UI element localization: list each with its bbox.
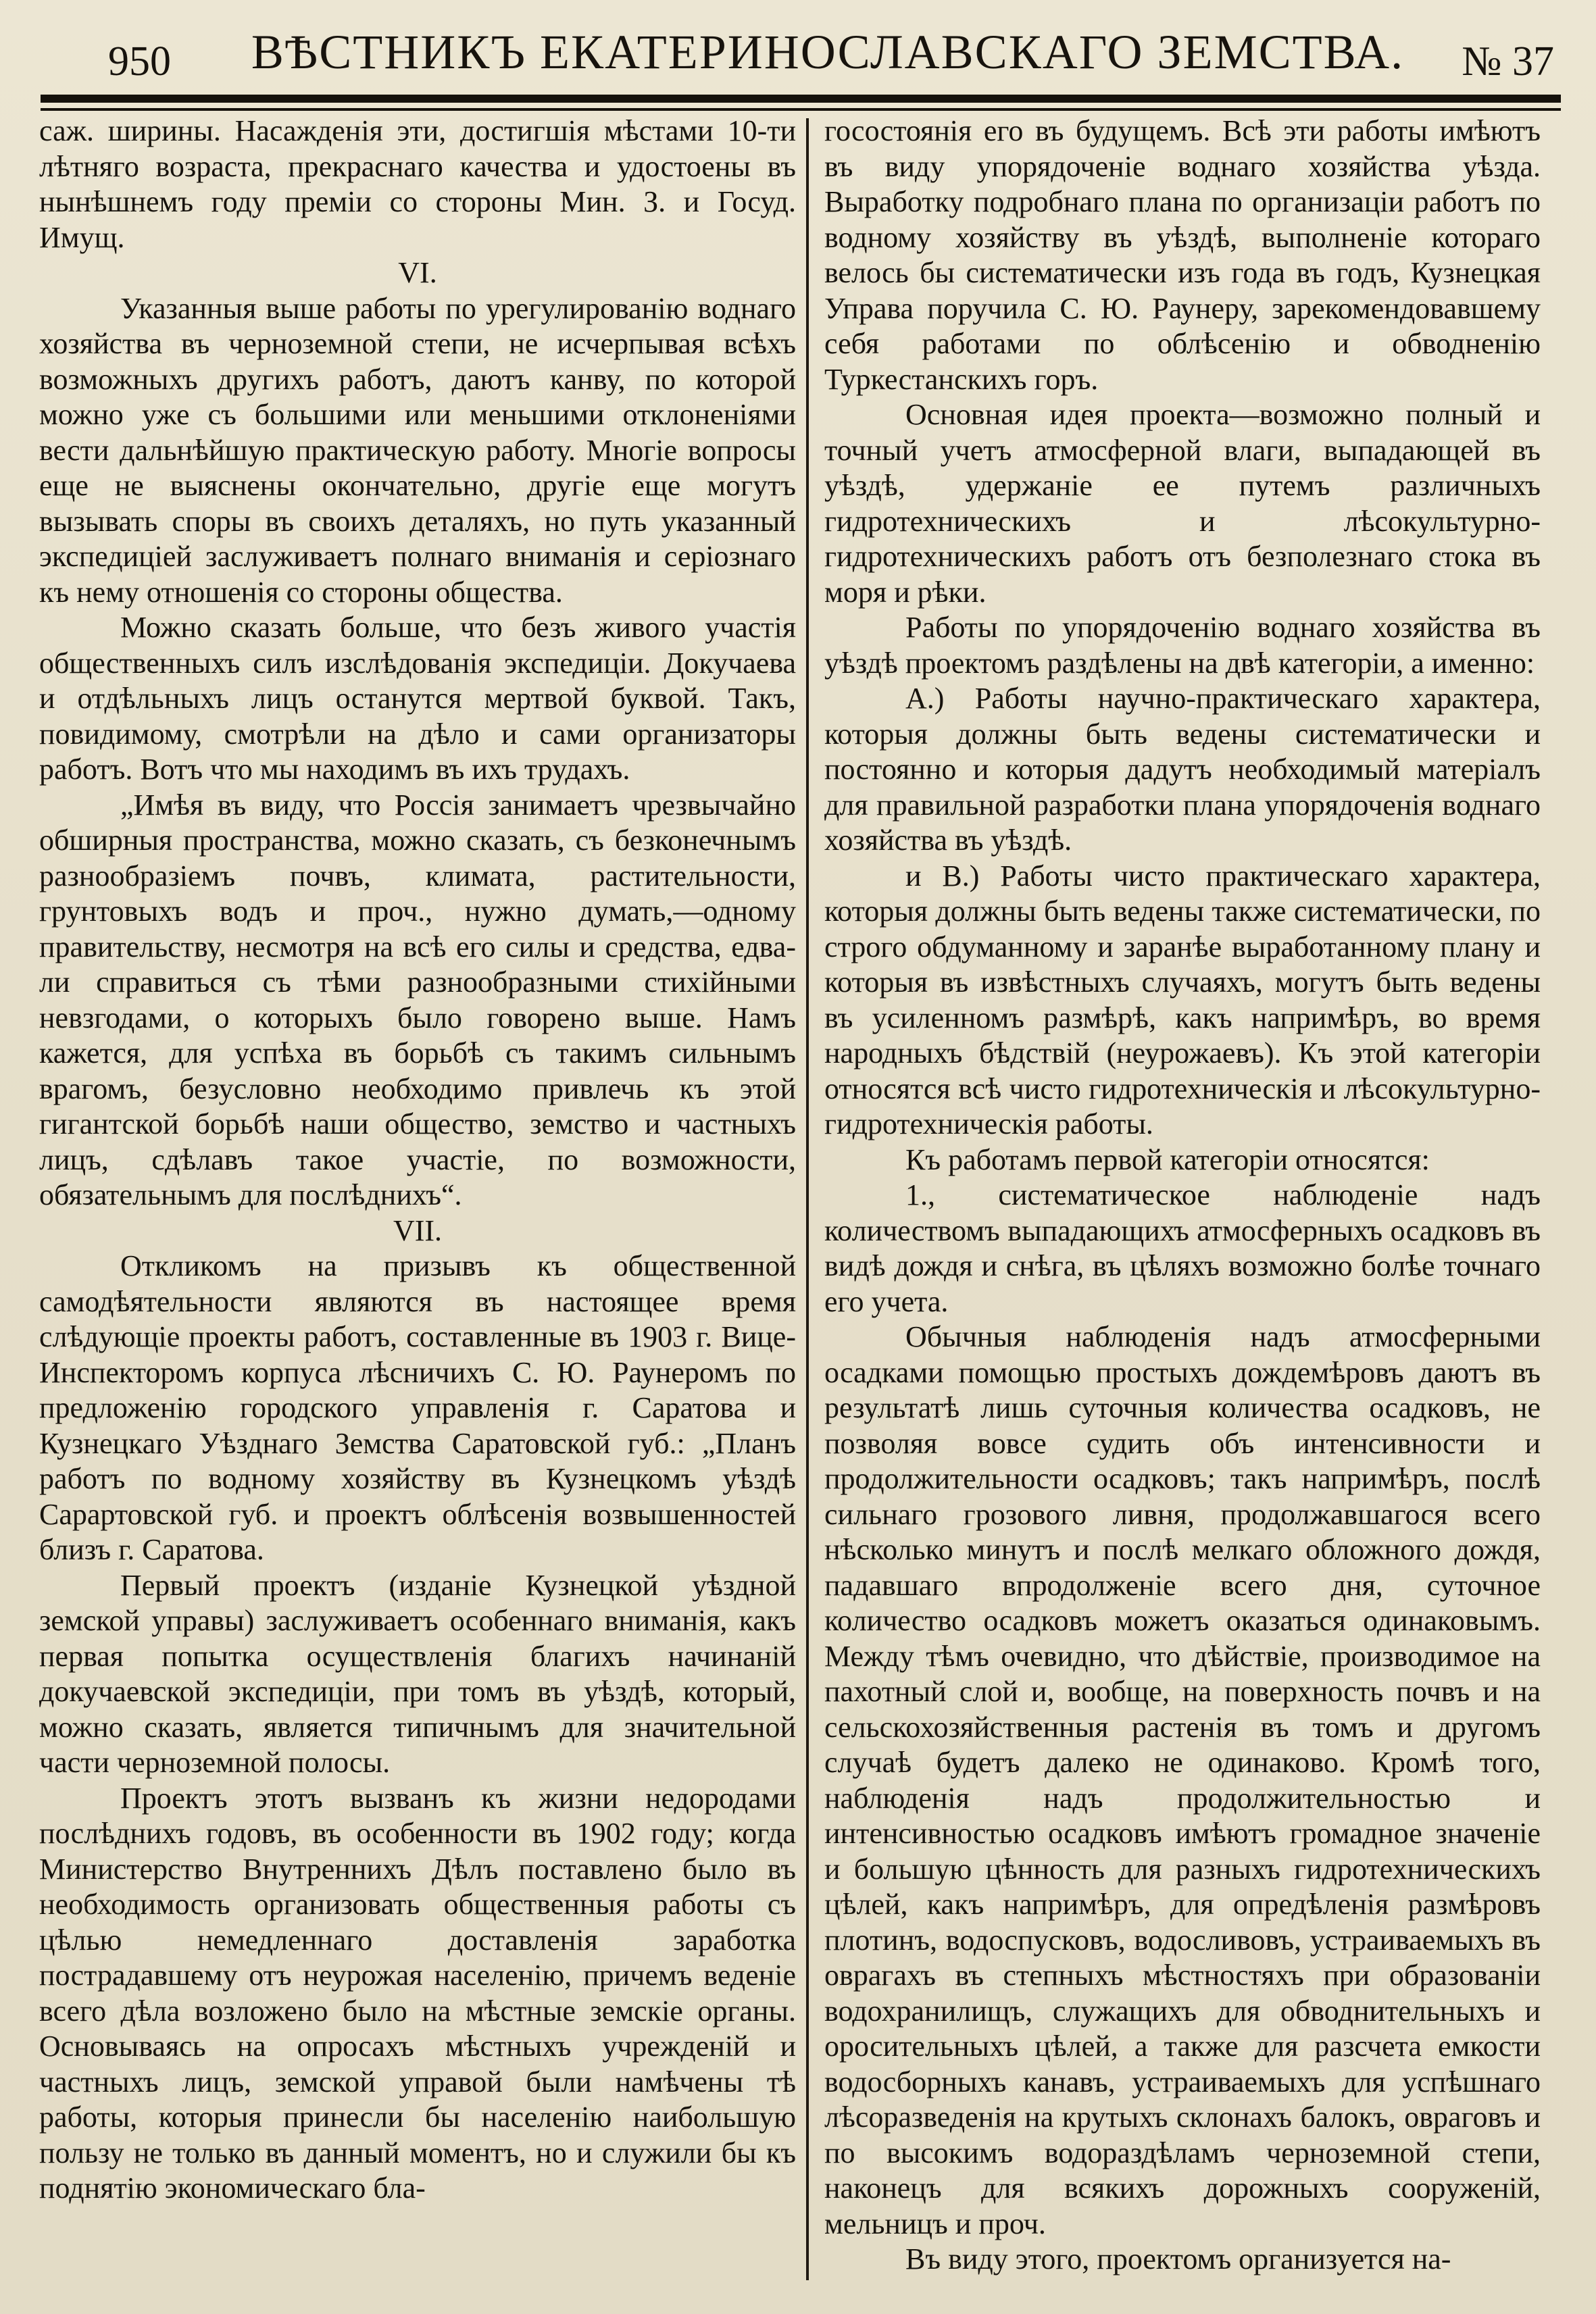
right-column (824, 114, 1541, 2278)
journal-title: ВѢСТНИКЪ ЕКАТЕРИНОСЛАВСКАГО ЗЕМСТВА. (251, 25, 1405, 79)
issue-number: № 37 (1462, 39, 1554, 84)
page-header (101, 12, 1554, 86)
page-number: 950 (108, 39, 171, 84)
paragraph: Къ работамъ первой категоріи относятся: (905, 1142, 1430, 1176)
paragraph: Первый проектъ (изданіе Кузнецкой уѣздной земской управы) заслуживаетъ особеннаго вниманія, какъ первая попытка осуществленія благихъ начинаній докучаевской экспедиціи, при томъ въ уѣздѣ, который, можно сказать, является типичнымъ для значительной части черноземной полосы. (39, 1568, 796, 1779)
list-item: 1., систематическое наблюденіе надъ количествомъ выпадающихъ атмосферныхъ осадковъ въ видѣ дождя и снѣга, въ цѣляхъ возможно болѣе точнаго его учета. (824, 1178, 1541, 1318)
paragraph: Основная идея проекта—возможно полный и точный учетъ атмосферной влаги, выпадающей въ уѣздѣ, удержаніе ее путемъ различныхъ гидротехническихъ и лѣсокультурно-гидротехническихъ работъ отъ безполезнаго стока въ моря и рѣки. (824, 398, 1541, 609)
paragraph: госостоянія его въ будущемъ. Всѣ эти работы имѣютъ въ виду упорядоченіе воднаго хозяйства уѣзда. Выработку подробнаго плана по организаціи работъ по водному хозяйству въ уѣздѣ, выполненіе котораго велось бы систематически изъ года въ годъ, Кузнецкая Управа поручила С. Ю. Раунеру, зарекомендовавшему себя работами по облѣсенію и обводненію Туркестанскихъ горъ. (824, 114, 1541, 396)
paragraph: Обычныя наблюденія надъ атмосферными осадками помощью простыхъ дождемѣровъ даютъ въ результатѣ лишь суточныя количества осадковъ, не позволяя вовсе судить объ интенсивности и продолжительности осадковъ; такъ напримѣръ, послѣ сильнаго грозового ливня, продолжавшагося всего нѣсколько минутъ и послѣ мелкаго обложного дождя, падавшаго впродолженіе всего дня, суточное количество осадковъ можетъ оказаться одинаковымъ. Между тѣмъ очевидно, что дѣйствіе, производимое на пахотный слой и, вообще, на поверхность почвъ и на сельскохозяйственныя растенія въ томъ и другомъ случаѣ будетъ далеко не одинаково. Кромѣ того, наблюденія надъ продолжительностью и интенсивностью осадковъ имѣютъ громадное значеніе и большую цѣнность для разныхъ гидротехническихъ цѣлей, какъ напримѣръ, для опредѣленія размѣровъ плотинъ, водоспусковъ, водосливовъ, устраиваемыхъ въ оврагахъ въ степныхъ мѣстностяхъ при образованіи водохранилищъ, служащихъ для обводнительныхъ и оросительныхъ цѣлей, а также для разсчета емкости водосборныхъ канавъ, устраиваемыхъ для успѣшнаго лѣсоразведенія на крутыхъ склонахъ балокъ, овраговъ и по высокимъ водораздѣламъ черноземной степи, наконецъ для всякихъ дорожныхъ сооруженій, мельницъ и проч. (824, 1320, 1541, 2240)
quote-paragraph: „Имѣя въ виду, что Россія занимаетъ чрезвычайно обширныя пространства, можно сказать, съ безконечнымъ разнообразіемъ почвъ, климата, растительности, грунтовыхъ водъ и проч., нужно думать,—одному правительству, несмотря на всѣ его силы и средства, едва-ли справиться съ тѣми разнообразными стихійными невзгодами, о которыхъ было говорено выше. Намъ кажется, для успѣха въ борьбѣ съ такимъ сильнымъ врагомъ, безусловно необходимо привлечь къ этой гигантской борьбѣ наши общество, земство и частныхъ лицъ, сдѣлавъ такое участіе, по возможности, обязательнымъ для послѣднихъ“. (39, 788, 796, 1211)
header-rule-thick (41, 95, 1561, 103)
paragraph: Указанныя выше работы по урегулированію воднаго хозяйства въ черноземной степи, не исчерпывая всѣхъ возможныхъ другихъ работъ, даютъ канву, по которой можно уже съ большими или меньшими отклоненіями вести дальнѣйшую практическую работу. Многіе вопросы еще не выяснены окончательно, другіе еще могутъ вызывать споры въ своихъ деталяхъ, но путь указанный экспедиціей заслуживаетъ полнаго вниманія и серіознаго къ нему отношенія со стороны общества. (39, 291, 796, 609)
column-divider (806, 118, 809, 2280)
left-column (39, 114, 796, 2207)
category-a-paragraph: A.) Работы научно-практическаго характера, которыя должны быть ведены систематически и постоянно и которыя дадутъ необходимый матеріалъ для правильной разработки плана упорядоченія воднаго хозяйства въ уѣздѣ. (824, 682, 1541, 857)
paragraph: Откликомъ на призывъ къ общественной самодѣятельности являются въ настоящее время слѣдующіе проекты работъ, составленные въ 1903 г. Вице-Инспекторомъ корпуса лѣсничихъ С. Ю. Раунеромъ по предложенію городского управленія г. Саратова и Кузнецкаго Уѣзднаго Земства Саратовской губ.: „Планъ работъ по водному хозяйству въ Кузнецкомъ уѣздѣ Сарартовской губ. и проектъ облѣсенія возвышенностей близъ г. Саратова. (39, 1249, 796, 1566)
category-b-paragraph: и B.) Работы чисто практическаго характера, которыя должны быть ведены также систематически, по строго обдуманному и заранѣе выработанному плану и которыя въ извѣстныхъ случаяхъ, могутъ быть ведены въ усиленномъ размѣрѣ, какъ напримѣръ, во время народныхъ бѣдствій (неурожаевъ). Къ этой категоріи относятся всѣ чисто гидротехническія и лѣсокультурно-гидротехническія работы. (824, 859, 1541, 1140)
section-heading-vii: VII. (393, 1213, 443, 1247)
paragraph: Въ виду этого, проектомъ организуется на- (905, 2242, 1451, 2275)
paragraph: Проектъ этотъ вызванъ къ жизни недородами послѣднихъ годовъ, въ особенности въ 1902 году; когда Министерство Внутреннихъ Дѣлъ поставлено было въ необходимость организовать общественныя работы съ цѣлью немедленнаго доставленія заработка пострадавшему отъ неурожая населенію, причемъ веденіе всего дѣла возложено было на мѣстные земскіе органы. Основываясь на опросахъ мѣстныхъ учрежденій и частныхъ лицъ, земской управой были намѣчены тѣ работы, которыя принесли бы населенію наибольшую пользу не только въ данный моментъ, но и служили бы къ поднятію экономическаго бла- (39, 1781, 796, 2205)
paragraph: Работы по упорядоченію воднаго хозяйства въ уѣздѣ проектомъ раздѣлены на двѣ категоріи, а именно: (824, 611, 1541, 680)
paragraph: саж. ширины. Насажденія эти, достигшія мѣстами 10-ти лѣтняго возраста, прекраснаго качества и удостоены въ нынѣшнемъ году преміи со стороны Мин. З. и Госуд. Имущ. (39, 114, 796, 254)
paragraph: Можно сказать больше, что безъ живого участія общественныхъ силъ изслѣдованія экспедиціи. Докучаева и отдѣльныхъ лицъ останутся мертвой буквой. Такъ, повидимому, смотрѣли на дѣло и сами организаторы работъ. Вотъ что мы находимъ въ ихъ трудахъ. (39, 611, 796, 786)
section-heading-vi: VI. (398, 256, 437, 289)
header-rule-thin (41, 108, 1561, 111)
